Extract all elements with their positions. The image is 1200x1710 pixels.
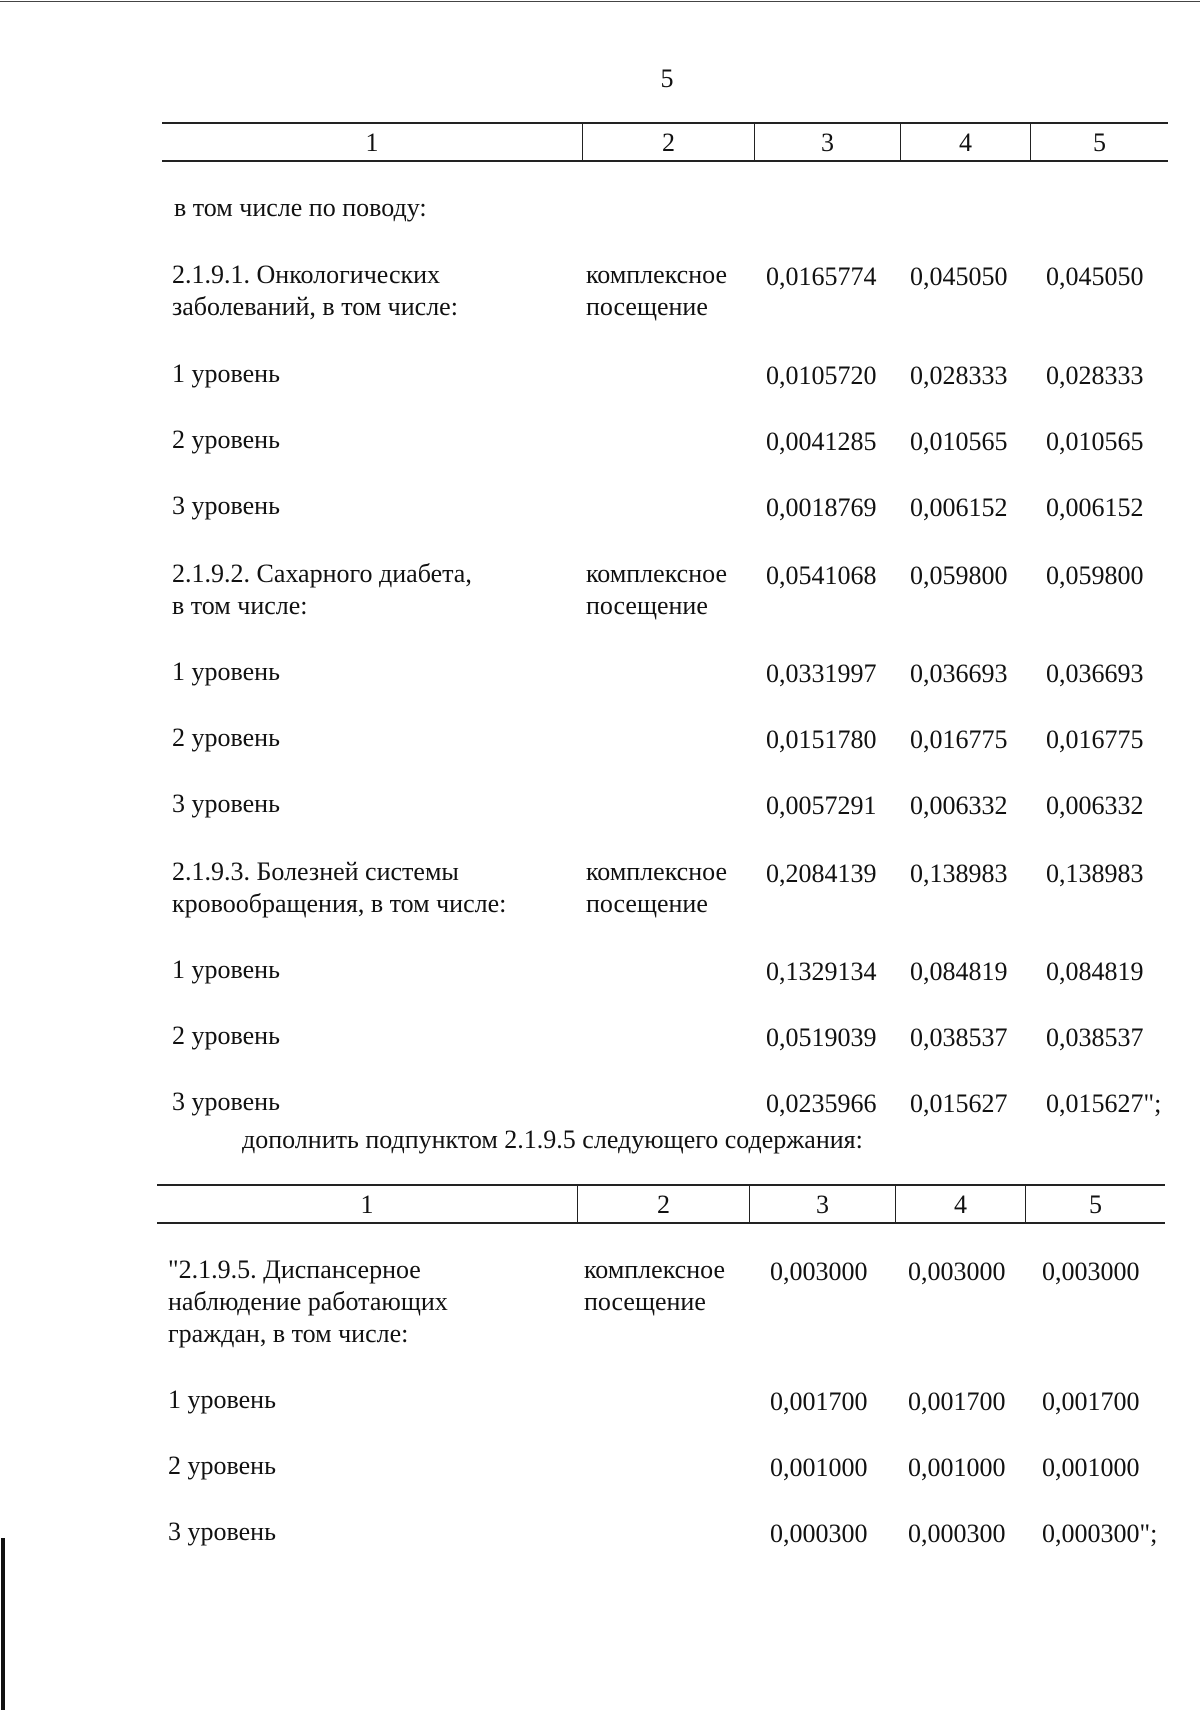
cell-v3: 0,0235966 — [766, 1089, 877, 1118]
cell-v4: 0,084819 — [910, 957, 1008, 986]
cell-v4: 0,001000 — [908, 1453, 1006, 1482]
cell-v4: 0,138983 — [910, 859, 1008, 888]
cell-v4: 0,045050 — [910, 262, 1008, 291]
cell-v3: 0,001000 — [770, 1453, 868, 1482]
table2-col-4: 4 — [895, 1186, 1025, 1222]
cell-v3: 0,001700 — [770, 1387, 868, 1416]
cell-v3: 0,0018769 — [766, 493, 877, 522]
table2-col-1: 1 — [360, 1190, 374, 1219]
table2-col-5: 5 — [1025, 1186, 1165, 1222]
table1-col-1: 1 — [365, 128, 379, 157]
cell-v4: 0,036693 — [910, 659, 1008, 688]
cell-v5: 0,138983 — [1046, 859, 1144, 888]
row-label: 1 уровень — [172, 359, 280, 388]
row-label: заболеваний, в том числе: — [172, 292, 458, 321]
cell-v3: 0,2084139 — [766, 859, 877, 888]
row-unit: комплексное — [586, 559, 727, 588]
cell-v3: 0,1329134 — [766, 957, 877, 986]
row-label: 2.1.9.1. Онкологических — [172, 260, 441, 289]
cell-v4: 0,006332 — [910, 791, 1008, 820]
scan-edge-line — [0, 1, 1200, 2]
cell-v3: 0,0041285 — [766, 427, 877, 456]
row-label: граждан, в том числе: — [168, 1319, 409, 1348]
row-label: "2.1.9.5. Диспансерное — [168, 1255, 421, 1284]
cell-v4: 0,059800 — [910, 561, 1008, 590]
row-unit: комплексное — [584, 1255, 725, 1284]
row-label: 3 уровень — [172, 491, 280, 520]
row-label: 1 уровень — [168, 1385, 276, 1414]
cell-v5: 0,045050 — [1046, 262, 1144, 291]
cell-v4: 0,028333 — [910, 361, 1008, 390]
row-label: 1 уровень — [172, 657, 280, 686]
page-number: 5 — [660, 64, 674, 93]
table1-intro: в том числе по поводу: — [174, 193, 427, 222]
cell-v5: 0,084819 — [1046, 957, 1144, 986]
cell-v4: 0,001700 — [908, 1387, 1006, 1416]
table1-header — [162, 122, 1168, 162]
row-label: 3 уровень — [172, 789, 280, 818]
cell-v3: 0,0057291 — [766, 791, 877, 820]
row-label: 2 уровень — [168, 1451, 276, 1480]
table2-col-3: 3 — [749, 1186, 895, 1222]
row-label: 2 уровень — [172, 723, 280, 752]
cell-v5: 0,001000 — [1042, 1453, 1140, 1482]
table2-header — [157, 1184, 1165, 1224]
table2-col-2: 2 — [577, 1186, 749, 1222]
row-unit: посещение — [584, 1287, 706, 1316]
cell-v3: 0,0541068 — [766, 561, 877, 590]
row-label: 2.1.9.2. Сахарного диабета, — [172, 559, 472, 588]
row-label: 2 уровень — [172, 425, 280, 454]
cell-v5: 0,003000 — [1042, 1257, 1140, 1286]
row-label: 1 уровень — [172, 955, 280, 984]
cell-v5: 0,059800 — [1046, 561, 1144, 590]
cell-v3: 0,0331997 — [766, 659, 877, 688]
cell-v4: 0,006152 — [910, 493, 1008, 522]
row-unit: посещение — [586, 591, 708, 620]
table1-col-4: 4 — [900, 124, 1030, 160]
cell-v5: 0,000300"; — [1042, 1519, 1158, 1548]
cell-v5: 0,036693 — [1046, 659, 1144, 688]
cell-v5: 0,001700 — [1042, 1387, 1140, 1416]
cell-v4: 0,003000 — [908, 1257, 1006, 1286]
row-label: кровообращения, в том числе: — [172, 889, 507, 918]
cell-v3: 0,0519039 — [766, 1023, 877, 1052]
cell-v3: 0,003000 — [770, 1257, 868, 1286]
cell-v5: 0,010565 — [1046, 427, 1144, 456]
row-label: 2.1.9.3. Болезней системы — [172, 857, 459, 886]
cell-v3: 0,0151780 — [766, 725, 877, 754]
row-label: 3 уровень — [172, 1087, 280, 1116]
table1-col-3: 3 — [754, 124, 900, 160]
table1-col-2: 2 — [582, 124, 754, 160]
cell-v4: 0,015627 — [910, 1089, 1008, 1118]
scan-edge-mark — [1, 1538, 5, 1710]
row-label: наблюдение работающих — [168, 1287, 448, 1316]
cell-v3: 0,0105720 — [766, 361, 877, 390]
cell-v5: 0,015627"; — [1046, 1089, 1162, 1118]
row-label: в том числе: — [172, 591, 308, 620]
row-label: 2 уровень — [172, 1021, 280, 1050]
cell-v4: 0,010565 — [910, 427, 1008, 456]
cell-v5: 0,016775 — [1046, 725, 1144, 754]
cell-v5: 0,038537 — [1046, 1023, 1144, 1052]
cell-v4: 0,000300 — [908, 1519, 1006, 1548]
row-unit: посещение — [586, 292, 708, 321]
cell-v5: 0,006332 — [1046, 791, 1144, 820]
instruction-text: дополнить подпунктом 2.1.9.5 следующего содержания: — [242, 1125, 863, 1154]
cell-v4: 0,016775 — [910, 725, 1008, 754]
row-unit: комплексное — [586, 857, 727, 886]
cell-v4: 0,038537 — [910, 1023, 1008, 1052]
row-unit: комплексное — [586, 260, 727, 289]
row-label: 3 уровень — [168, 1517, 276, 1546]
cell-v5: 0,006152 — [1046, 493, 1144, 522]
cell-v5: 0,028333 — [1046, 361, 1144, 390]
row-unit: посещение — [586, 889, 708, 918]
cell-v3: 0,0165774 — [766, 262, 877, 291]
table1-col-5: 5 — [1030, 124, 1168, 160]
cell-v3: 0,000300 — [770, 1519, 868, 1548]
